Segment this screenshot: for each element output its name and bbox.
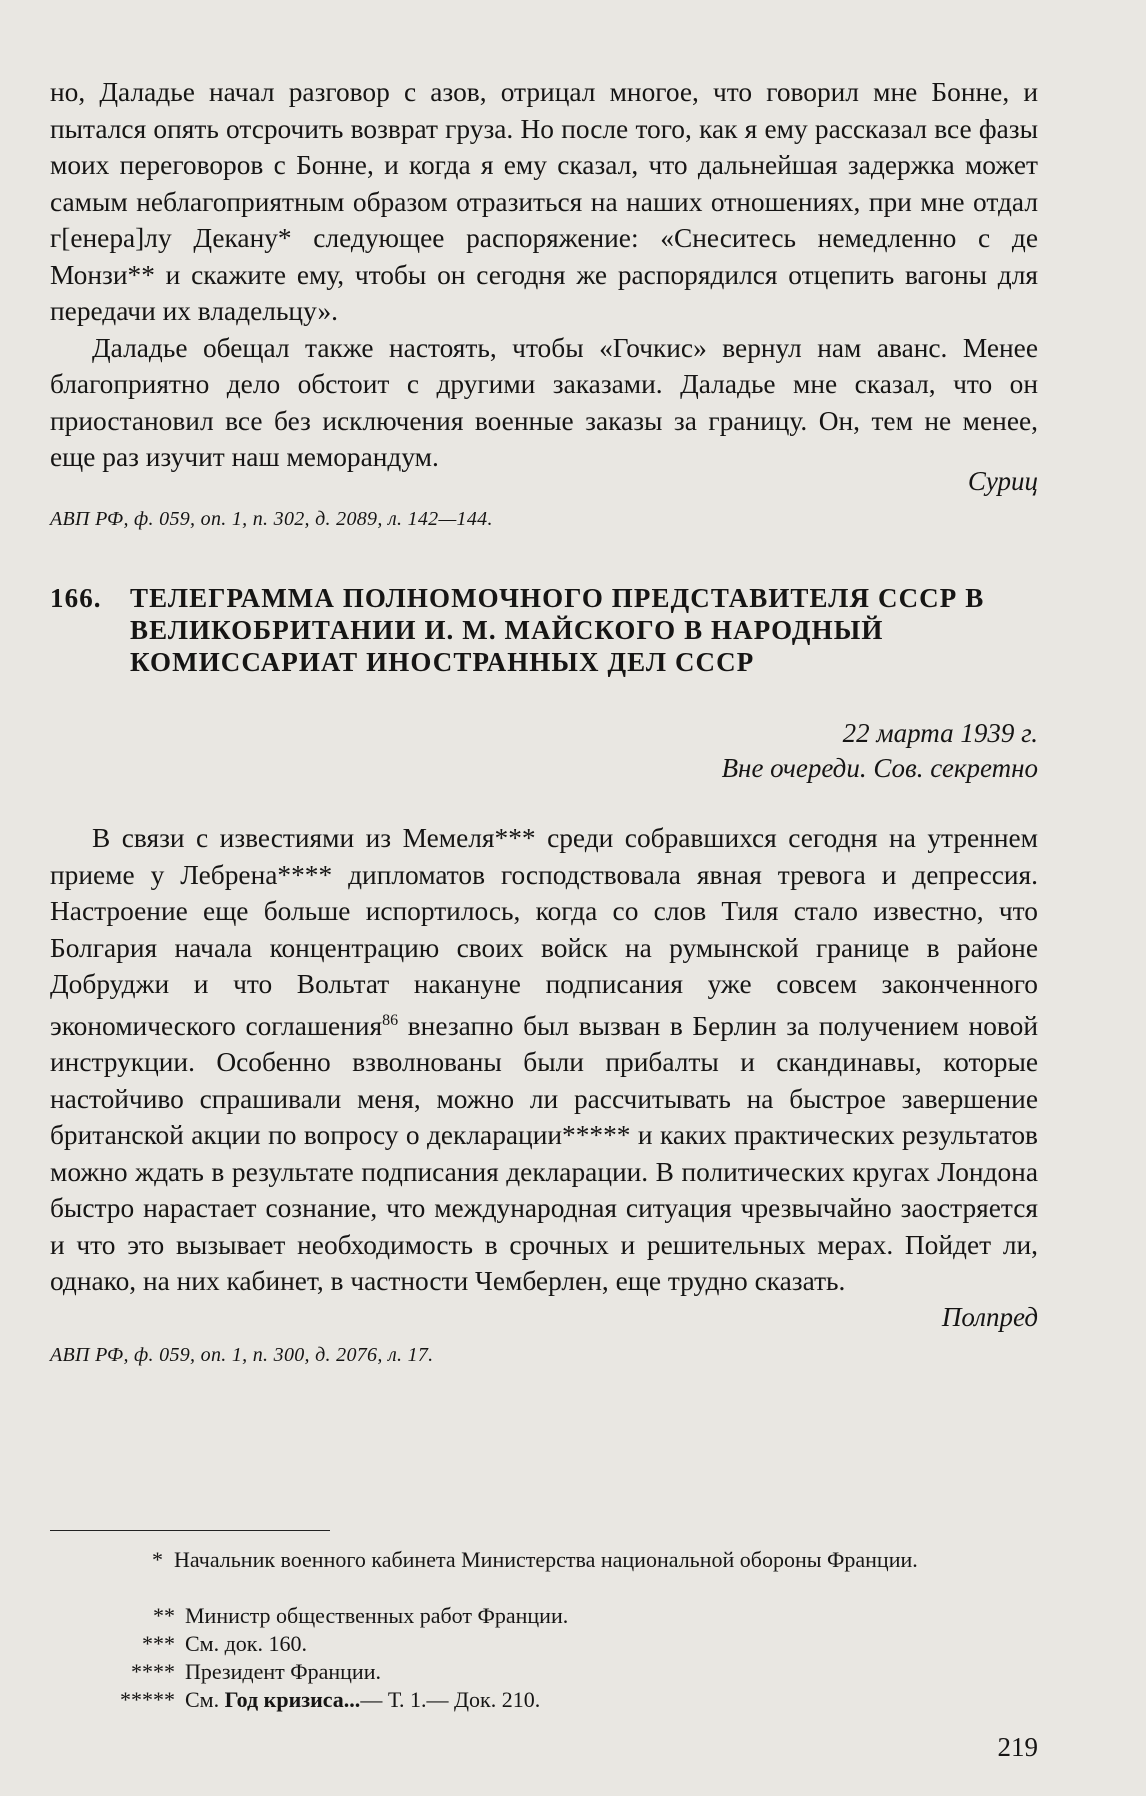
footnote: **** Президент Франции. <box>131 1659 381 1684</box>
document-heading <box>50 582 1038 678</box>
document-number: 166. <box>50 583 102 613</box>
footnote: ***** См. Год кризиса...— Т. 1.— Док. 210. <box>120 1687 541 1712</box>
paragraph: но, Даладье начал разговор с азов, отрицал многое, что говорил мне Бонне, и пытался опять отсрочить возврат груза. Но после того, как я ему рассказал все фазы моих переговоров с Бонне, и когда я ему сказал, что дальнейшая задержка может самым неблагоприятным образом отразиться на наших отношениях, при мне отдал г[енера]лу Декану* следующее распоряжение: «Снеситесь немедленно с де Монзи** и скажите ему, чтобы он сегодня же распорядился отцепить вагоны для передачи их владельцу». <box>50 77 1038 326</box>
archive-reference: АВП РФ, ф. 059, оп. 1, п. 300, д. 2076, л. 17. <box>50 1344 434 1366</box>
paragraph: Даладье обещал также настоять, чтобы «Гочкис» вернул нам аванс. Менее благоприятно дело обстоит с другими заказами. Даладье мне сказал, что он приостановил все без исключения военные заказы за границу. Он, тем не менее, еще раз изучит наш меморандум. <box>50 332 1038 472</box>
heading-line: ВЕЛИКОБРИТАНИИ И. М. МАЙСКОГО В НАРОДНЫЙ <box>130 615 884 645</box>
previous-document-body <box>50 74 1038 476</box>
signature: Полпред <box>941 1302 1038 1332</box>
document-date: 22 марта 1939 г. <box>842 718 1038 748</box>
note-reference: 86 <box>382 1011 399 1029</box>
footnote: *** См. док. 160. <box>142 1631 307 1656</box>
paragraph: В связи с известиями из Мемеля*** среди собравшихся сегодня на утреннем приеме у Лебрена**** дипломатов господствовала явная тревога и депрессия. Настроение еще больше испортилось, когда со слов Тиля стало известно, что Болгария начала концентрацию своих войск на румынской границе в районе Добруджи и что Вольтат накануне подписания уже совсем законченного экономического соглашения$^{86}$ внезапно был вызван в Берлин за получением новой инструкции. Особенно взволнованы были прибалты и скандинавы, которые настойчиво спрашивали меня, можно ли рассчитывать на быстрое завершение британской акции по вопросу о декларации***** и каких практических результатов можно ждать в результате подписания декларации. В политических кругах Лондона быстро нарастает сознание, что международная ситуация чрезвычайно заостряется и что это вызывает необходимость в срочных и решительных мерах. Пойдет ли, однако, на них кабинет, в частности Чемберлен, еще трудно сказать. <box>50 823 1038 1297</box>
footnote: ** Министр общественных работ Франции. <box>153 1603 569 1628</box>
document-classification: Вне очереди. Сов. секретно <box>721 753 1038 783</box>
archive-reference: АВП РФ, ф. 059, оп. 1, п. 302, д. 2089, л. 142—144. <box>50 508 493 530</box>
heading-line: 166. ТЕЛЕГРАММА ПОЛНОМОЧНОГО ПРЕДСТАВИТЕЛЯ СССР В <box>50 583 985 613</box>
page-number: 219 <box>997 1732 1038 1762</box>
footnote: * Начальник военного кабинета Министерства национальной обороны Франции. <box>152 1547 918 1572</box>
document-body <box>50 820 1038 1300</box>
footnote-divider <box>50 1530 330 1531</box>
signature: Суриц <box>967 466 1038 496</box>
heading-line: КОМИССАРИАТ ИНОСТРАННЫХ ДЕЛ СССР <box>130 647 755 677</box>
